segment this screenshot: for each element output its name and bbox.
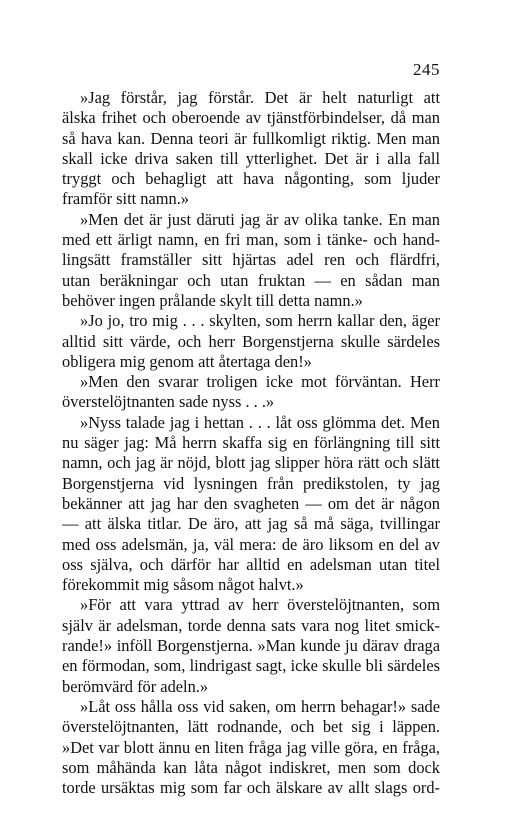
text-line: obligera mig genom att återtaga den!»: [62, 351, 312, 371]
page-number: 245: [413, 60, 440, 79]
text-line: »Jag förstår, jag förstår. Det är helt naturligt att: [80, 88, 440, 107]
text-line: nu säger jag: Må herrn skaffa sig en förlängning till sitt: [62, 433, 440, 453]
text-line: bekänner att jag har den svagheten — om det är någon: [62, 493, 440, 513]
text-line: som måhända kan låta något indiskret, men som dock: [62, 757, 440, 777]
text-line: »Låt oss hålla oss vid saken, om herrn behagar!» sade: [80, 696, 440, 716]
text-line: överstelöjtnanten sade nyss . . .»: [62, 392, 275, 412]
text-line: med ett ärligt namn, en fri man, som i tänke- och hand-: [62, 230, 440, 250]
text-line: berömvärd för adeln.»: [62, 676, 209, 696]
text-line: så hava kan. Denna teori är fullkomligt riktig. Men man: [62, 128, 440, 148]
text-line: skall icke driva saken till ytterlighet. Det är i alla fall: [62, 148, 440, 168]
text-line: »För att vara yttrad av herr överstelöjtnanten, som: [80, 595, 440, 615]
text-line: tryggt och behagligt att hava någonting, som ljuder: [62, 169, 440, 189]
text-line: älska frihet och oberoende av tjänstförbindelser, då man: [62, 108, 440, 128]
text-line: oss själva, och därför har alltid en adelsman utan titel: [62, 554, 440, 574]
text-line: »Jo jo, tro mig . . . skylten, som herrn kallar den, äger: [80, 311, 440, 331]
text-line: namn, och jag är nöjd, blott jag slipper höra rätt och slätt: [62, 453, 440, 473]
text-line: Borgenstjerna vid lysningen från predikstolen, ty jag: [62, 473, 440, 493]
text-line: »Men det är just däruti jag är av olika tanke. En man: [80, 209, 440, 229]
text-line: — att älska titlar. De äro, att jag så må säga, tvillingar: [62, 514, 440, 534]
text-line: alltid sitt värde, och herr Borgenstjerna skulle särdeles: [62, 331, 440, 351]
text-line: själv är adelsman, torde denna sats vara nog litet smick-: [62, 615, 440, 635]
text-line: rande!» inföll Borgenstjerna. »Man kunde ju därav draga: [62, 636, 440, 656]
text-line: »Nyss talade jag i hettan . . . låt oss glömma det. Men: [80, 412, 440, 432]
text-line: överstelöjtnanten, lätt rodnande, och bet sig i läppen.: [62, 717, 440, 737]
text-line: med oss adelsmän, ja, väl mera: de äro liksom en del av: [62, 534, 440, 554]
text-line: torde ursäktas mig som far och älskare av allt slags ord-: [62, 778, 440, 798]
text-line: en förmodan, som, lindrigast sagt, icke skulle bli särdeles: [62, 656, 440, 676]
text-line: utan beräkningar och utan fruktan — en sådan man: [62, 270, 440, 290]
text-line: framför sitt namn.»: [62, 189, 189, 209]
body-text: [62, 88, 440, 798]
text-line: behöver ingen prålande skylt till detta namn.»: [62, 290, 363, 310]
text-line: »Det var blott ännu en liten fråga jag ville göra, en fråga,: [62, 737, 440, 757]
text-line: »Men den svarar troligen icke mot förväntan. Herr: [80, 372, 440, 392]
text-line: lingsätt framställer sitt hjärtas adel ren och flärdfri,: [62, 250, 440, 270]
text-line: förekommit mig såsom något halvt.»: [62, 575, 304, 595]
